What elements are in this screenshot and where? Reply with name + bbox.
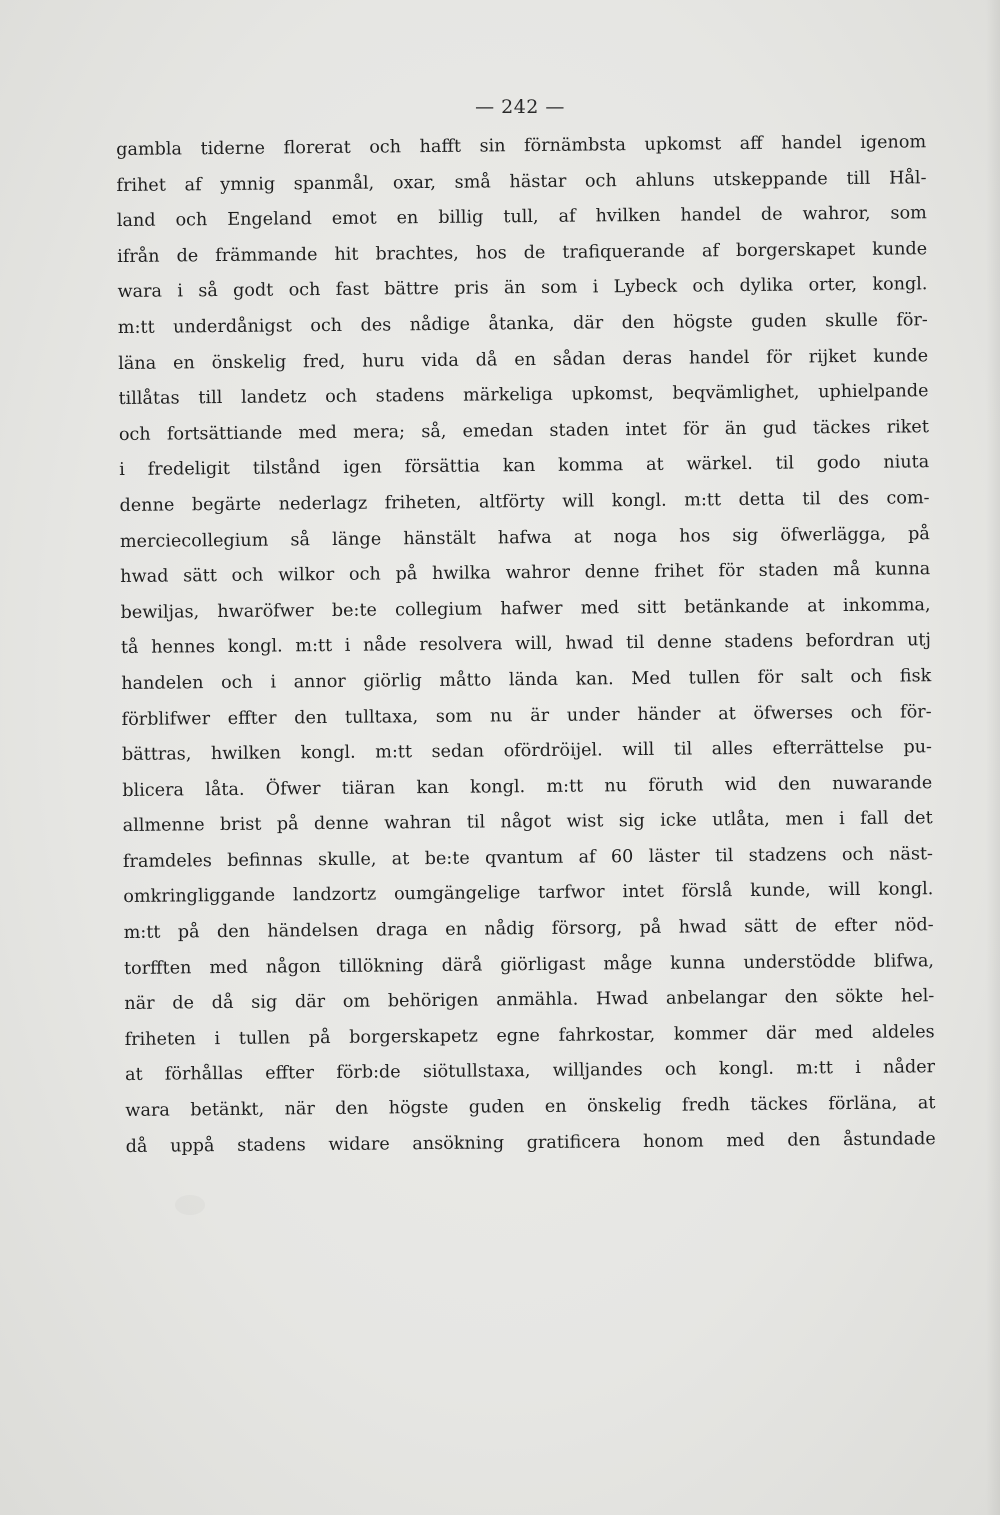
text-line: framdeles befinnas skulle, at be:te qvantum af 60 läster til stadzens och näst- bbox=[122, 844, 934, 872]
text-line: tå hennes kongl. m:tt i nåde resolvera will, hwad til denne stadens befordran utj bbox=[120, 630, 932, 659]
text-line: denne begärte nederlagz friheten, altförty will kongl. m:tt detta til des com- bbox=[119, 488, 930, 516]
text-line: friheten i tullen på borgerskapetz egne fahrkostar, kommer där med aldeles bbox=[124, 1022, 935, 1050]
text-line: wara betänkt, när den högste guden en önskelig fredh täckes förläna, at bbox=[125, 1093, 936, 1121]
paper-smudge bbox=[175, 1195, 205, 1215]
page-edge-shadow bbox=[986, 0, 1000, 1515]
text-line: m:tt underdånigst och des nådige åtanka, där den högste guden skulle för- bbox=[117, 310, 928, 338]
text-line: ifrån de främmande hit brachtes, hos de trafiquerande af borgerskapet kunde bbox=[117, 239, 928, 267]
text-line: torfften med någon tillökning därå giörligast måge kunna understödde blifwa, bbox=[123, 950, 935, 979]
text-line: läna en önskelig fred, huru vida då en sådan deras handel för rijket kunde bbox=[118, 345, 929, 374]
text-line: wara i så godt och fast bättre pris än som i Lybeck och dylika orter, kongl. bbox=[117, 274, 928, 303]
text-line: land och Engeland emot en billig tull, af hvilken handel de wahror, som bbox=[116, 203, 927, 232]
text-line: hwad sätt och wilkor och på hwilka wahror denne frihet för staden må kunna bbox=[120, 559, 931, 588]
text-line: bättras, hwilken kongl. m:tt sedan ofördröijel. will til alles efterrättelse pu- bbox=[121, 737, 933, 766]
text-line: när de då sig där om behörigen anmähla. Hwad anbelangar den sökte hel- bbox=[124, 986, 935, 1015]
text-line: frihet af ymnig spanmål, oxar, små hästar och ahluns utskeppande till Hål- bbox=[116, 167, 927, 196]
text-line: allmenne brist på denne wahran til något wist sig icke utlåta, men i fall det bbox=[122, 808, 933, 837]
text-line: omkringliggande landzortz oumgängelige tarfwor intet förslå kunde, will kongl. bbox=[123, 879, 934, 908]
text-line: gambla tiderne florerat och hafft sin förnämbsta upkomst aff handel igenom bbox=[116, 132, 927, 160]
text-line: då uppå stadens widare ansökning gratificera honom med den åstundade bbox=[125, 1128, 936, 1157]
text-line: blicera låta. Öfwer tiäran kan kongl. m:tt nu föruth wid den nuwarande bbox=[122, 772, 933, 801]
page-number: — 242 — bbox=[475, 96, 565, 118]
body-text bbox=[116, 125, 936, 1165]
text-line: i fredeligit tilstånd igen försättia kan komma at wärkel. til godo niuta bbox=[119, 452, 930, 481]
text-line: at förhållas effter förb:de siötullstaxa, willjandes och kongl. m:tt i nåder bbox=[124, 1057, 936, 1086]
text-line: merciecollegium så länge hänstält hafwa at noga hos sig öfwerlägga, på bbox=[119, 523, 930, 552]
text-line: handelen och i annor giörlig måtto lända kan. Med tullen för salt och fisk bbox=[121, 666, 932, 694]
text-line: och fortsättiande med mera; så, emedan staden intet för än gud täckes riket bbox=[118, 416, 929, 445]
text-line: bewiljas, hwaröfwer be:te collegium hafwer med sitt betänkande at inkomma, bbox=[120, 594, 931, 623]
text-line: förblifwer effter den tulltaxa, som nu är under händer at öfwerses och för- bbox=[121, 701, 932, 730]
text-line: tillåtas till landetz och stadens märkeliga upkomst, beqvämlighet, uphielpande bbox=[118, 381, 929, 410]
text-line: m:tt på den händelsen draga en nådig försorg, på hwad sätt de efter nöd- bbox=[123, 915, 934, 944]
